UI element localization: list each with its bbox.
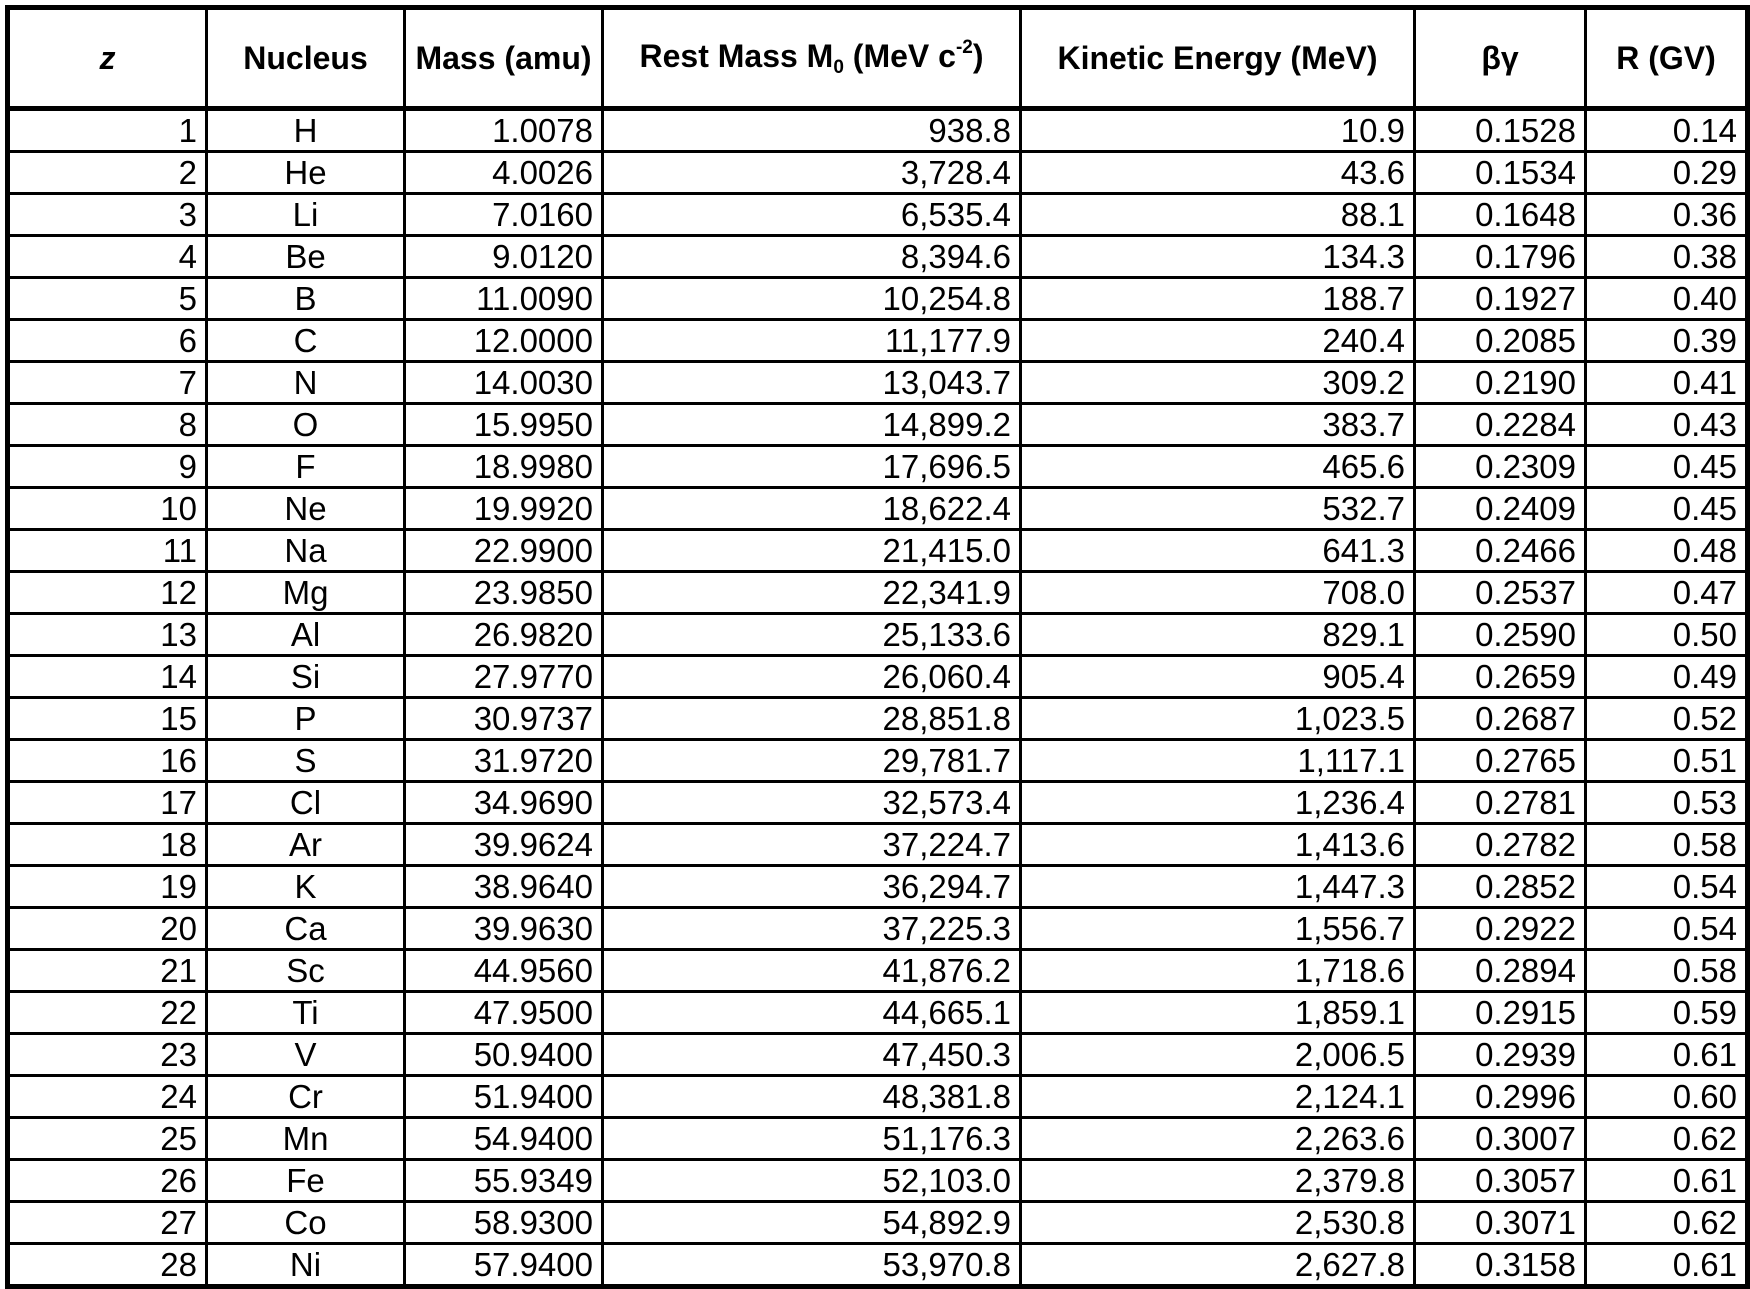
cell-mass: 55.9349: [405, 1160, 603, 1202]
cell-z: 20: [8, 908, 207, 950]
cell-mass: 12.0000: [405, 320, 603, 362]
cell-nucleus: Ti: [207, 992, 405, 1034]
cell-mass: 18.9980: [405, 446, 603, 488]
cell-mass: 34.9690: [405, 782, 603, 824]
cell-rest-mass: 37,225.3: [603, 908, 1021, 950]
cell-mass: 26.9820: [405, 614, 603, 656]
header-rest-mass: [603, 8, 1021, 109]
cell-z: 24: [8, 1076, 207, 1118]
cell-z: 13: [8, 614, 207, 656]
cell-z: 6: [8, 320, 207, 362]
cell-rest-mass: 18,622.4: [603, 488, 1021, 530]
cell-kinetic-energy: 2,379.8: [1021, 1160, 1415, 1202]
cell-beta-gamma: 0.2085: [1415, 320, 1586, 362]
cell-z: 28: [8, 1244, 207, 1287]
cell-rest-mass: 17,696.5: [603, 446, 1021, 488]
cell-mass: 11.0090: [405, 278, 603, 320]
header-rest-mass-superscript: -2: [955, 37, 973, 58]
cell-rest-mass: 26,060.4: [603, 656, 1021, 698]
cell-beta-gamma: 0.3071: [1415, 1202, 1586, 1244]
cell-z: 18: [8, 824, 207, 866]
table-row: [8, 950, 1748, 992]
cell-rest-mass: 11,177.9: [603, 320, 1021, 362]
cell-rest-mass: 10,254.8: [603, 278, 1021, 320]
cell-nucleus: Na: [207, 530, 405, 572]
cell-nucleus: B: [207, 278, 405, 320]
cell-nucleus: V: [207, 1034, 405, 1076]
cell-rest-mass: 54,892.9: [603, 1202, 1021, 1244]
cell-kinetic-energy: 1,556.7: [1021, 908, 1415, 950]
cell-kinetic-energy: 383.7: [1021, 404, 1415, 446]
cell-nucleus: K: [207, 866, 405, 908]
table-row: [8, 740, 1748, 782]
cell-beta-gamma: 0.2687: [1415, 698, 1586, 740]
cell-kinetic-energy: 2,530.8: [1021, 1202, 1415, 1244]
cell-rest-mass: 52,103.0: [603, 1160, 1021, 1202]
header-rest-mass-prefix: Rest Mass M: [639, 38, 834, 74]
cell-kinetic-energy: 1,859.1: [1021, 992, 1415, 1034]
cell-beta-gamma: 0.1528: [1415, 109, 1586, 152]
cell-rigidity: 0.48: [1586, 530, 1748, 572]
cell-mass: 22.9900: [405, 530, 603, 572]
cell-z: 26: [8, 1160, 207, 1202]
cell-beta-gamma: 0.1534: [1415, 152, 1586, 194]
cell-rigidity: 0.59: [1586, 992, 1748, 1034]
table-row: [8, 152, 1748, 194]
cell-rest-mass: 44,665.1: [603, 992, 1021, 1034]
cell-z: 12: [8, 572, 207, 614]
cell-nucleus: Cr: [207, 1076, 405, 1118]
cell-nucleus: Sc: [207, 950, 405, 992]
cell-beta-gamma: 0.2537: [1415, 572, 1586, 614]
cell-kinetic-energy: 10.9: [1021, 109, 1415, 152]
cell-beta-gamma: 0.2781: [1415, 782, 1586, 824]
cell-rigidity: 0.39: [1586, 320, 1748, 362]
cell-z: 1: [8, 109, 207, 152]
cell-nucleus: P: [207, 698, 405, 740]
cell-z: 22: [8, 992, 207, 1034]
cell-mass: 7.0160: [405, 194, 603, 236]
table-row: [8, 488, 1748, 530]
cell-z: 15: [8, 698, 207, 740]
cell-z: 4: [8, 236, 207, 278]
cell-rest-mass: 53,970.8: [603, 1244, 1021, 1287]
cell-beta-gamma: 0.2590: [1415, 614, 1586, 656]
cell-z: 9: [8, 446, 207, 488]
header-rigidity: R (GV): [1586, 8, 1748, 109]
cell-rest-mass: 37,224.7: [603, 824, 1021, 866]
table-row: [8, 236, 1748, 278]
table-row: [8, 194, 1748, 236]
cell-beta-gamma: 0.2765: [1415, 740, 1586, 782]
cell-z: 17: [8, 782, 207, 824]
cell-beta-gamma: 0.2782: [1415, 824, 1586, 866]
cell-rigidity: 0.29: [1586, 152, 1748, 194]
cell-beta-gamma: 0.2939: [1415, 1034, 1586, 1076]
cell-beta-gamma: 0.2409: [1415, 488, 1586, 530]
header-beta-gamma: βγ: [1415, 8, 1586, 109]
cell-beta-gamma: 0.2659: [1415, 656, 1586, 698]
cell-beta-gamma: 0.3158: [1415, 1244, 1586, 1287]
cell-rigidity: 0.61: [1586, 1160, 1748, 1202]
cell-z: 2: [8, 152, 207, 194]
cell-nucleus: Li: [207, 194, 405, 236]
table-row: [8, 404, 1748, 446]
cell-kinetic-energy: 1,718.6: [1021, 950, 1415, 992]
cell-rigidity: 0.47: [1586, 572, 1748, 614]
cell-nucleus: Al: [207, 614, 405, 656]
table-row: [8, 1076, 1748, 1118]
cell-z: 16: [8, 740, 207, 782]
cell-z: 25: [8, 1118, 207, 1160]
cell-rigidity: 0.50: [1586, 614, 1748, 656]
header-z: z: [8, 8, 207, 109]
cell-nucleus: Co: [207, 1202, 405, 1244]
cell-z: 3: [8, 194, 207, 236]
cell-rest-mass: 13,043.7: [603, 362, 1021, 404]
header-mass: Mass (amu): [405, 8, 603, 109]
cell-rest-mass: 36,294.7: [603, 866, 1021, 908]
table-row: [8, 614, 1748, 656]
cell-nucleus: O: [207, 404, 405, 446]
cell-mass: 51.9400: [405, 1076, 603, 1118]
header-row: [8, 8, 1748, 109]
cell-rest-mass: 41,876.2: [603, 950, 1021, 992]
cell-rest-mass: 51,176.3: [603, 1118, 1021, 1160]
cell-mass: 30.9737: [405, 698, 603, 740]
cell-mass: 47.9500: [405, 992, 603, 1034]
cell-kinetic-energy: 2,124.1: [1021, 1076, 1415, 1118]
cell-beta-gamma: 0.1796: [1415, 236, 1586, 278]
cell-rigidity: 0.51: [1586, 740, 1748, 782]
cell-kinetic-energy: 829.1: [1021, 614, 1415, 656]
cell-z: 5: [8, 278, 207, 320]
cell-z: 10: [8, 488, 207, 530]
cell-rigidity: 0.58: [1586, 950, 1748, 992]
cell-mass: 15.9950: [405, 404, 603, 446]
cell-kinetic-energy: 88.1: [1021, 194, 1415, 236]
cell-mass: 39.9630: [405, 908, 603, 950]
cell-nucleus: Si: [207, 656, 405, 698]
cell-mass: 54.9400: [405, 1118, 603, 1160]
table-row: [8, 278, 1748, 320]
cell-rigidity: 0.41: [1586, 362, 1748, 404]
cell-kinetic-energy: 188.7: [1021, 278, 1415, 320]
cell-rigidity: 0.54: [1586, 866, 1748, 908]
cell-rest-mass: 48,381.8: [603, 1076, 1021, 1118]
cell-mass: 9.0120: [405, 236, 603, 278]
table-row: [8, 992, 1748, 1034]
cell-kinetic-energy: 1,413.6: [1021, 824, 1415, 866]
cell-beta-gamma: 0.2922: [1415, 908, 1586, 950]
cell-beta-gamma: 0.2309: [1415, 446, 1586, 488]
cell-rigidity: 0.58: [1586, 824, 1748, 866]
table-row: [8, 698, 1748, 740]
table-row: [8, 362, 1748, 404]
cell-kinetic-energy: 708.0: [1021, 572, 1415, 614]
nuclei-table: [5, 5, 1750, 1289]
cell-kinetic-energy: 1,236.4: [1021, 782, 1415, 824]
cell-mass: 4.0026: [405, 152, 603, 194]
cell-z: 7: [8, 362, 207, 404]
cell-kinetic-energy: 465.6: [1021, 446, 1415, 488]
cell-kinetic-energy: 309.2: [1021, 362, 1415, 404]
cell-rest-mass: 32,573.4: [603, 782, 1021, 824]
cell-rigidity: 0.52: [1586, 698, 1748, 740]
cell-rigidity: 0.14: [1586, 109, 1748, 152]
table-row: [8, 109, 1748, 152]
cell-rigidity: 0.54: [1586, 908, 1748, 950]
table-row: [8, 1202, 1748, 1244]
cell-rigidity: 0.60: [1586, 1076, 1748, 1118]
cell-beta-gamma: 0.3007: [1415, 1118, 1586, 1160]
cell-rigidity: 0.62: [1586, 1202, 1748, 1244]
cell-nucleus: Ni: [207, 1244, 405, 1287]
cell-mass: 31.9720: [405, 740, 603, 782]
cell-nucleus: He: [207, 152, 405, 194]
cell-rest-mass: 22,341.9: [603, 572, 1021, 614]
cell-nucleus: Mn: [207, 1118, 405, 1160]
cell-rigidity: 0.45: [1586, 446, 1748, 488]
table-row: [8, 782, 1748, 824]
cell-nucleus: Cl: [207, 782, 405, 824]
table-row: [8, 1160, 1748, 1202]
cell-mass: 23.9850: [405, 572, 603, 614]
header-nucleus: Nucleus: [207, 8, 405, 109]
cell-beta-gamma: 0.2852: [1415, 866, 1586, 908]
cell-rigidity: 0.61: [1586, 1244, 1748, 1287]
header-rest-mass-mid: (MeV c: [843, 38, 956, 74]
cell-z: 14: [8, 656, 207, 698]
cell-z: 21: [8, 950, 207, 992]
cell-nucleus: Fe: [207, 1160, 405, 1202]
header-kinetic-energy: Kinetic Energy (MeV): [1021, 8, 1415, 109]
cell-mass: 50.9400: [405, 1034, 603, 1076]
table-header: [8, 8, 1748, 109]
table-row: [8, 530, 1748, 572]
cell-kinetic-energy: 905.4: [1021, 656, 1415, 698]
header-rest-mass-suffix: ): [972, 38, 984, 74]
cell-mass: 57.9400: [405, 1244, 603, 1287]
cell-beta-gamma: 0.3057: [1415, 1160, 1586, 1202]
cell-z: 19: [8, 866, 207, 908]
cell-mass: 1.0078: [405, 109, 603, 152]
cell-rest-mass: 28,851.8: [603, 698, 1021, 740]
cell-kinetic-energy: 641.3: [1021, 530, 1415, 572]
table-row: [8, 1118, 1748, 1160]
cell-rest-mass: 14,899.2: [603, 404, 1021, 446]
table-row: [8, 320, 1748, 362]
cell-rigidity: 0.43: [1586, 404, 1748, 446]
table-row: [8, 572, 1748, 614]
cell-mass: 44.9560: [405, 950, 603, 992]
cell-nucleus: F: [207, 446, 405, 488]
table-row: [8, 908, 1748, 950]
cell-nucleus: Ca: [207, 908, 405, 950]
cell-beta-gamma: 0.2466: [1415, 530, 1586, 572]
cell-rigidity: 0.45: [1586, 488, 1748, 530]
cell-rest-mass: 938.8: [603, 109, 1021, 152]
table-body: [8, 109, 1748, 1287]
cell-beta-gamma: 0.2190: [1415, 362, 1586, 404]
table-row: [8, 1034, 1748, 1076]
cell-nucleus: Ne: [207, 488, 405, 530]
cell-rest-mass: 47,450.3: [603, 1034, 1021, 1076]
cell-mass: 27.9770: [405, 656, 603, 698]
cell-rest-mass: 3,728.4: [603, 152, 1021, 194]
cell-rigidity: 0.38: [1586, 236, 1748, 278]
cell-kinetic-energy: 1,023.5: [1021, 698, 1415, 740]
cell-z: 23: [8, 1034, 207, 1076]
cell-nucleus: C: [207, 320, 405, 362]
cell-nucleus: Be: [207, 236, 405, 278]
table-row: [8, 824, 1748, 866]
cell-kinetic-energy: 43.6: [1021, 152, 1415, 194]
cell-beta-gamma: 0.1927: [1415, 278, 1586, 320]
cell-mass: 19.9920: [405, 488, 603, 530]
cell-kinetic-energy: 532.7: [1021, 488, 1415, 530]
cell-rigidity: 0.62: [1586, 1118, 1748, 1160]
table-row: [8, 656, 1748, 698]
cell-kinetic-energy: 134.3: [1021, 236, 1415, 278]
cell-kinetic-energy: 240.4: [1021, 320, 1415, 362]
cell-kinetic-energy: 2,627.8: [1021, 1244, 1415, 1287]
cell-mass: 14.0030: [405, 362, 603, 404]
cell-mass: 58.9300: [405, 1202, 603, 1244]
cell-beta-gamma: 0.2894: [1415, 950, 1586, 992]
cell-beta-gamma: 0.2915: [1415, 992, 1586, 1034]
cell-nucleus: H: [207, 109, 405, 152]
cell-beta-gamma: 0.2284: [1415, 404, 1586, 446]
cell-rigidity: 0.53: [1586, 782, 1748, 824]
header-rest-mass-subscript: 0: [833, 57, 844, 78]
cell-z: 27: [8, 1202, 207, 1244]
cell-rigidity: 0.49: [1586, 656, 1748, 698]
cell-rest-mass: 6,535.4: [603, 194, 1021, 236]
cell-rigidity: 0.61: [1586, 1034, 1748, 1076]
cell-rest-mass: 29,781.7: [603, 740, 1021, 782]
cell-nucleus: Mg: [207, 572, 405, 614]
cell-mass: 38.9640: [405, 866, 603, 908]
cell-mass: 39.9624: [405, 824, 603, 866]
cell-kinetic-energy: 2,263.6: [1021, 1118, 1415, 1160]
cell-rest-mass: 8,394.6: [603, 236, 1021, 278]
table-row: [8, 446, 1748, 488]
cell-kinetic-energy: 1,117.1: [1021, 740, 1415, 782]
cell-nucleus: Ar: [207, 824, 405, 866]
cell-beta-gamma: 0.2996: [1415, 1076, 1586, 1118]
table-row: [8, 866, 1748, 908]
cell-z: 11: [8, 530, 207, 572]
cell-kinetic-energy: 1,447.3: [1021, 866, 1415, 908]
cell-rest-mass: 25,133.6: [603, 614, 1021, 656]
cell-nucleus: S: [207, 740, 405, 782]
table-row: [8, 1244, 1748, 1287]
cell-rigidity: 0.40: [1586, 278, 1748, 320]
cell-nucleus: N: [207, 362, 405, 404]
cell-rigidity: 0.36: [1586, 194, 1748, 236]
cell-kinetic-energy: 2,006.5: [1021, 1034, 1415, 1076]
cell-rest-mass: 21,415.0: [603, 530, 1021, 572]
cell-z: 8: [8, 404, 207, 446]
cell-beta-gamma: 0.1648: [1415, 194, 1586, 236]
